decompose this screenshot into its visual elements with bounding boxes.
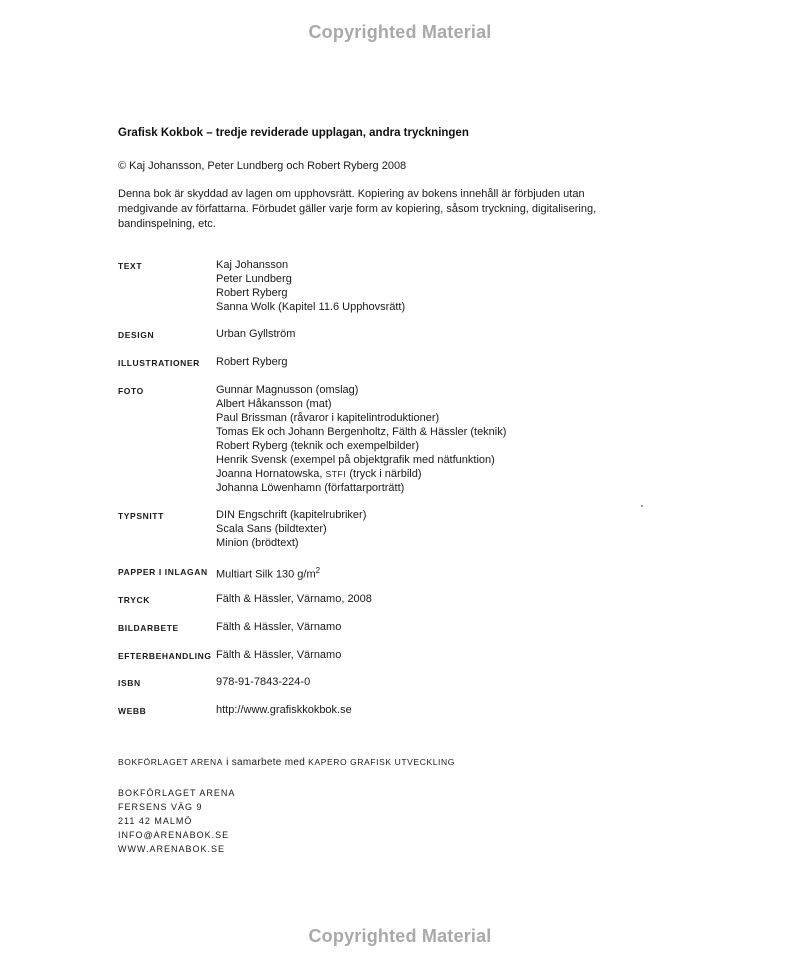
credit-value: Gunnar Magnusson (omslag) [216,384,359,396]
credit-label: DESIGN [118,330,155,340]
credit-values [216,592,372,606]
copyright-notice: Denna bok är skyddad av lagen om upphovsrätt. Kopiering av bokens innehåll är förbjuden utan medgivande av författarna. Förbudet gäller varje form av kopiering, såsom tryckning, digitalisering, bandinspelning, etc. [118,188,597,230]
credit-label: WEBB [118,706,147,716]
credit-value: Robert Ryberg [216,356,288,368]
book-title: Grafisk Kokbok – tredje reviderade upplagan, andra tryckningen [118,127,469,139]
credit-value: Fälth & Hässler, Värnamo [216,649,342,661]
credit-value-note: (tryck i närbild) [349,468,422,480]
credit-value [216,564,320,582]
credit-value: Robert Ryberg [216,287,288,299]
credit-label: TEXT [118,261,143,271]
credit-foto [118,383,506,495]
credit-value: Urban Gyllström [216,328,296,340]
speck [641,505,643,507]
watermark-bottom: Copyrighted Material [308,926,492,946]
credit-value: Scala Sans (bildtexter) [216,523,327,535]
partner-name: KAPERO GRAFISK UTVECKLING [308,757,455,767]
address-website[interactable]: WWW.ARENABOK.SE [118,844,226,854]
credit-label: TYPSNITT [118,511,164,521]
credit-label: ILLUSTRATIONER [118,358,200,368]
credit-label: ISBN [118,678,141,688]
credit-value: Fälth & Hässler, Värnamo, 2008 [216,593,372,605]
website-link[interactable]: http://www.grafiskkokbok.se [216,704,352,716]
credit-value: Robert Ryberg (teknik och exempelbilder) [216,440,419,452]
credit-bildarbete [118,620,341,634]
publisher-middle: i samarbete med [226,757,306,768]
credit-value: Peter Lundberg [216,273,292,285]
credit-isbn [118,675,310,689]
credit-value: Minion (brödtext) [216,537,299,549]
credit-webb [118,703,352,717]
credit-values [216,648,341,662]
credit-values [216,355,288,369]
credit-value: Fälth & Hässler, Värnamo [216,621,342,633]
paper-value: Multiart Silk 130 g/m [216,568,316,581]
credit-value-org: STFI [325,469,347,479]
credit-values [216,258,405,314]
credit-value: Johanna Löwenhamn (författarporträtt) [216,482,405,494]
credit-efterbehandling [118,648,341,662]
credit-values [216,675,310,689]
credit-tryck [118,592,372,606]
credit-value: DIN Engschrift (kapitelrubriker) [216,509,367,521]
credit-value: Albert Håkansson (mat) [216,398,332,410]
credit-label: FOTO [118,386,144,396]
credit-papper [118,564,320,582]
credit-text [118,258,405,314]
credit-value: Sanna Wolk (Kapitel 11.6 Upphovsrätt) [216,301,406,313]
address-line: FERSENS VÄG 9 [118,802,203,812]
address-email[interactable]: INFO@ARENABOK.SE [118,830,230,840]
watermark-top: Copyrighted Material [308,22,492,42]
address-line: BOKFÖRLAGET ARENA [118,788,236,798]
publisher-address [118,786,235,856]
credit-value: Kaj Johansson [216,259,289,271]
credit-label: BILDARBETE [118,623,179,633]
credit-value-name: Joanna Hornatowska, [216,468,323,480]
credit-values [216,703,352,717]
publisher-name: BOKFÖRLAGET ARENA [118,757,223,767]
address-line: 211 42 MALMÖ [118,816,193,826]
copyright-line: © Kaj Johansson, Peter Lundberg och Robert Ryberg 2008 [118,160,407,172]
credit-value: Tomas Ek och Johann Bergenholtz, Fälth & Hässler (teknik) [216,426,507,438]
credit-value [216,467,506,481]
credit-values [216,327,295,341]
credit-label: TRYCK [118,595,150,605]
credit-value: Henrik Svensk (exempel på objektgrafik med nätfunktion) [216,454,495,466]
credit-values [216,383,506,495]
paper-unit-exponent: 2 [315,566,321,575]
credit-illustrationer [118,355,288,369]
credit-label: EFTERBEHANDLING [118,651,212,661]
credit-label: PAPPER I INLAGAN [118,567,208,577]
credit-value: 978-91-7843-224-0 [216,676,311,688]
credit-typsnitt [118,508,366,550]
credit-values [216,508,366,550]
publisher-line [118,757,455,768]
credit-value: Paul Brissman (råvaror i kapitelintroduktioner) [216,412,440,424]
credit-values [216,620,341,634]
credit-design [118,327,295,341]
credit-values [216,564,320,582]
